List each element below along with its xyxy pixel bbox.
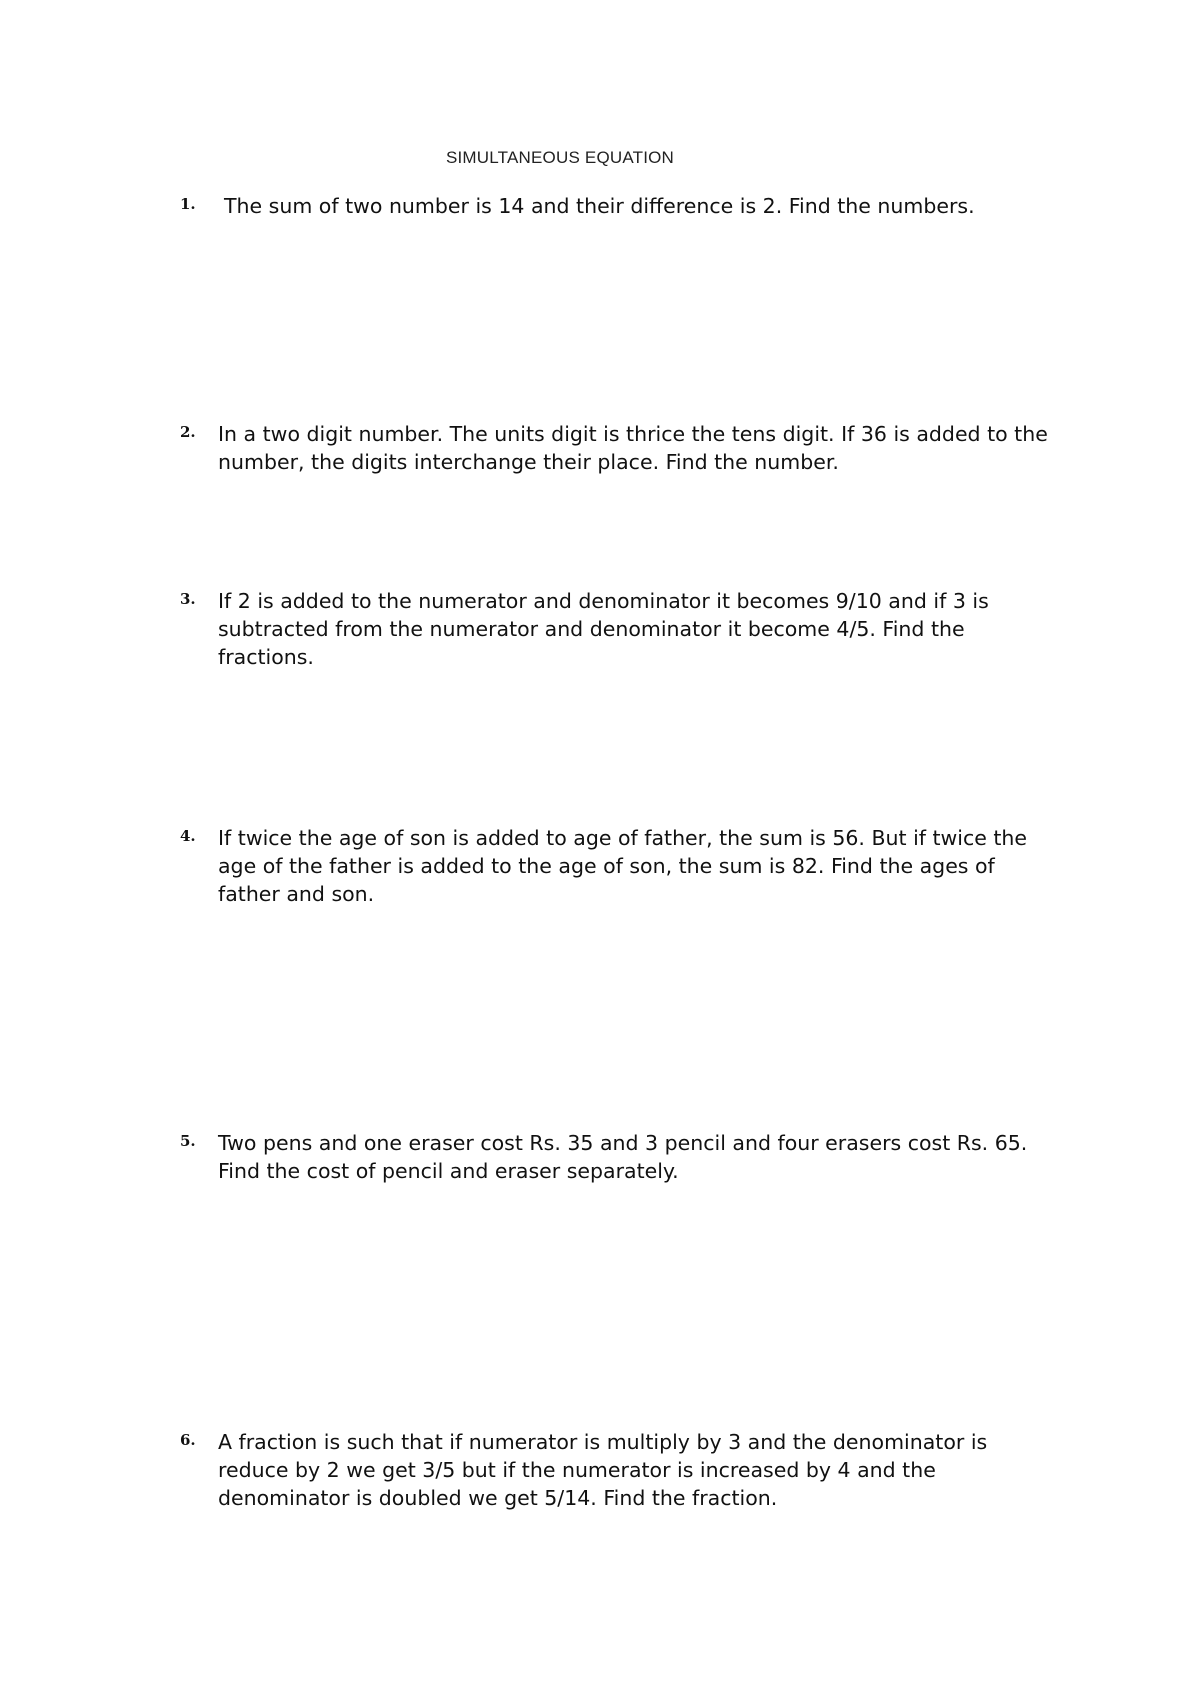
question-number: 6. (180, 1431, 196, 1449)
question-text: Two pens and one eraser cost Rs. 35 and 3 pencil and four erasers cost Rs. 65. Find the cost of pencil and eraser separately. (218, 1131, 1028, 1183)
question-text: If twice the age of son is added to age of father, the sum is 56. But if twice the age of the father is added to the age of son, the sum is 82. Find the ages of father and son. (218, 826, 1028, 906)
question-number: 2. (180, 423, 196, 441)
question-text: A fraction is such that if numerator is multiply by 3 and the denominator is reduce by 2 we get 3/5 but if the numerator is increased by 4 and the denominator is doubled we get 5/14. Find the fraction. (218, 1430, 988, 1510)
question-text: The sum of two number is 14 and their difference is 2. Find the numbers. (224, 194, 975, 218)
question-text: If 2 is added to the numerator and denominator it becomes 9/10 and if 3 is subtracted from the numerator and denominator it become 4/5. Find the fractions. (218, 589, 989, 669)
question-number: 3. (180, 590, 196, 608)
question-text: In a two digit number. The units digit is thrice the tens digit. If 36 is added to the number, the digits interchange their place. Find the number. (218, 422, 1048, 474)
document-title: SIMULTANEOUS EQUATION (445, 148, 675, 167)
question-number: 1. (180, 195, 196, 213)
question-number: 5. (180, 1132, 196, 1150)
question-number: 4. (180, 827, 196, 845)
